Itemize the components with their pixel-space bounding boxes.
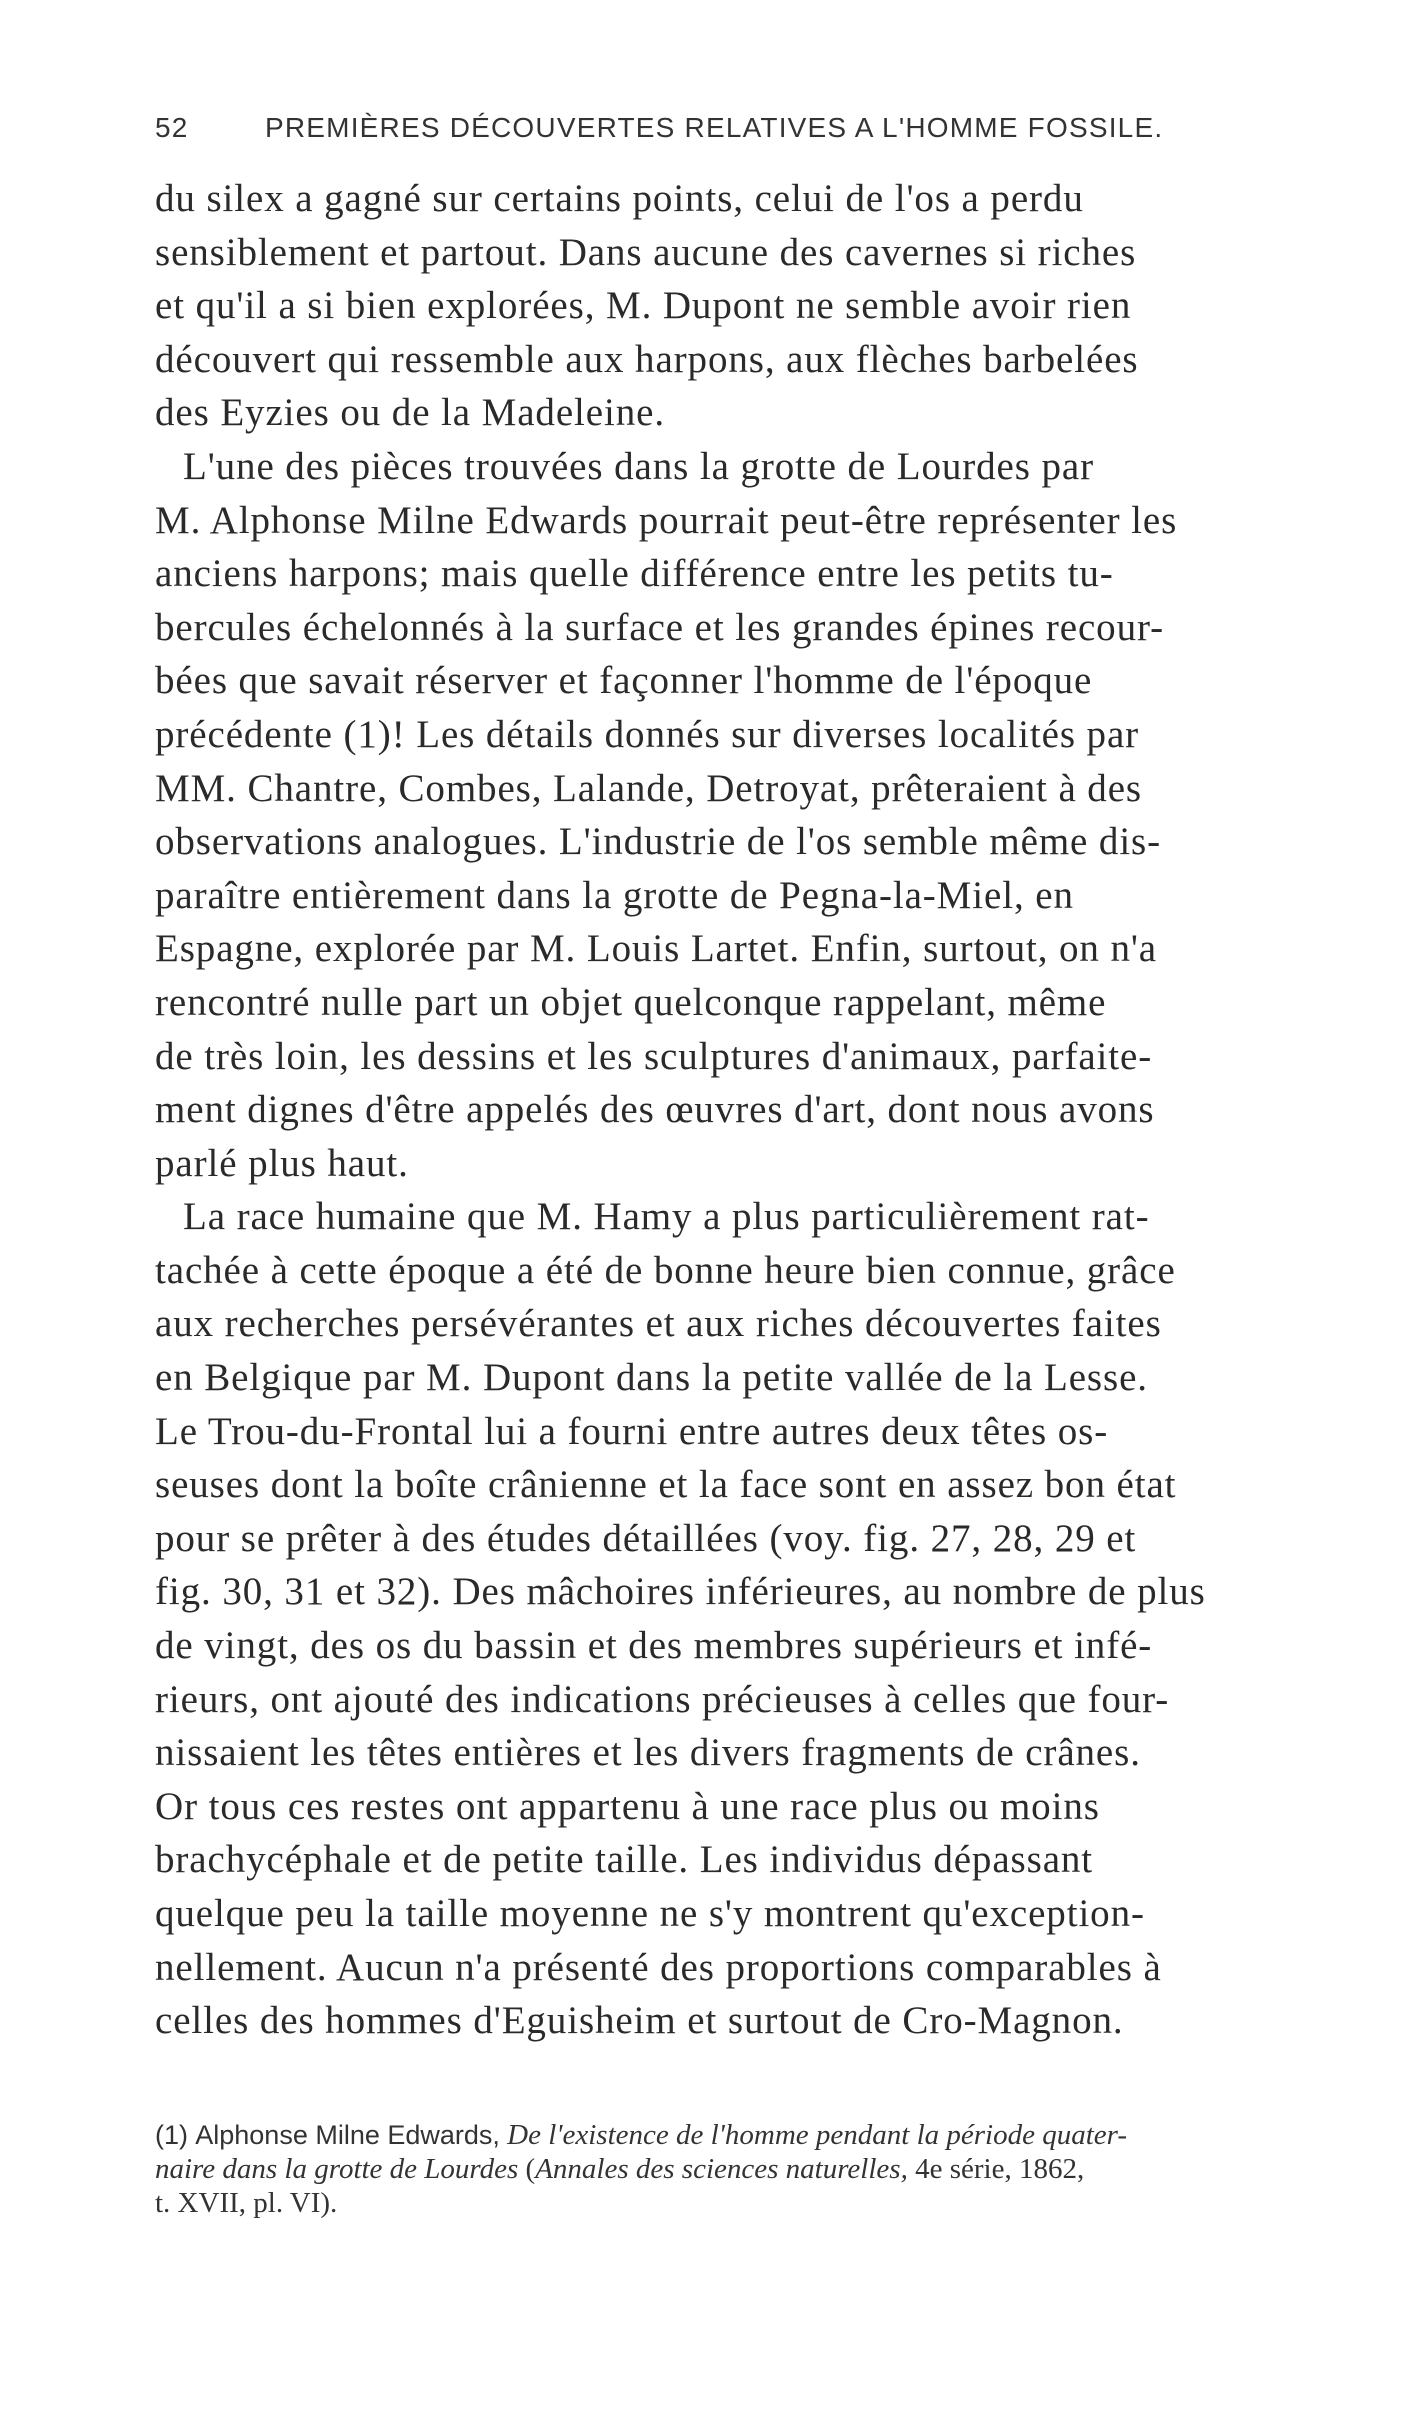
text-line: Espagne, explorée par M. Louis Lartet. Enfin, surtout, on n'a xyxy=(155,927,1158,971)
footnote xyxy=(155,2118,1355,2220)
footnote-journal: Annales des sciences naturelles, xyxy=(535,2153,908,2185)
text-line: seuses dont la boîte crânienne et la face sont en assez bon état xyxy=(155,1463,1177,1507)
footnote-line xyxy=(155,2152,1355,2186)
text-line: de très loin, les dessins et les sculptures d'animaux, parfaite- xyxy=(155,1034,1153,1078)
text-line: de vingt, des os du bassin et des membres supérieurs et infé- xyxy=(155,1624,1153,1668)
text-line: Or tous ces restes ont appartenu à une race plus ou moins xyxy=(155,1784,1100,1828)
text-line: bercules échelonnés à la surface et les grandes épines recour- xyxy=(155,605,1164,649)
text-line: et qu'il a si bien explorées, M. Dupont ne semble avoir rien xyxy=(155,284,1132,328)
footnote-title: De l'existence de l'homme pendant la période quater- xyxy=(507,2119,1128,2151)
footnote-series: 4e série, 1862, xyxy=(915,2153,1085,2185)
text-line: sensiblement et partout. Dans aucune des cavernes si riches xyxy=(155,230,1137,274)
text-line: Le Trou-du-Frontal lui a fourni entre autres deux têtes os- xyxy=(155,1409,1109,1453)
text-line: des Eyzies ou de la Madeleine. xyxy=(155,391,665,435)
text-line: aux recherches persévérantes et aux riches découvertes faites xyxy=(155,1302,1162,1346)
footnote-line xyxy=(155,2186,1355,2220)
body-text xyxy=(155,172,1355,2048)
paragraph-start-line: L'une des pièces trouvées dans la grotte de Lourdes par xyxy=(183,444,1094,488)
text-line: en Belgique par M. Dupont dans la petite vallée de la Lesse. xyxy=(155,1356,1148,1400)
footnote-author: Alphonse Milne Edwards, xyxy=(195,2120,500,2150)
text-line: pour se prêter à des études détaillées (voy. fig. 27, 28, 29 et xyxy=(155,1516,1137,1560)
text-line: bées que savait réserver et façonner l'homme de l'époque xyxy=(155,659,1093,703)
text-line: parlé plus haut. xyxy=(155,1141,409,1185)
footnote-marker: (1) xyxy=(155,2120,188,2150)
text-line: quelque peu la taille moyenne ne s'y montrent qu'exception- xyxy=(155,1892,1145,1935)
text-line: MM. Chantre, Combes, Lalande, Detroyat, prêteraient à des xyxy=(155,766,1142,810)
text-line: celles des hommes d'Eguisheim et surtout de Cro-Magnon. xyxy=(155,1999,1124,2043)
page-number: 52 xyxy=(155,112,189,143)
text-line: découvert qui ressemble aux harpons, aux flèches barbelées xyxy=(155,337,1139,381)
text-line: paraître entièrement dans la grotte de Pegna-la-Miel, en xyxy=(155,873,1074,917)
text-line: M. Alphonse Milne Edwards pourrait peut-être représenter les xyxy=(155,498,1178,542)
footnote-volume: t. XVII, pl. VI). xyxy=(155,2187,338,2219)
running-title: PREMIÈRES DÉCOUVERTES RELATIVES A L'HOMME FOSSILE. xyxy=(265,112,1164,143)
paragraph-start-line: La race humaine que M. Hamy a plus particulièrement rat- xyxy=(183,1195,1150,1239)
footnote-line xyxy=(155,2118,1355,2152)
footnote-title-cont: naire dans la grotte de Lourdes xyxy=(155,2153,519,2185)
text-line: observations analogues. L'industrie de l'os semble même dis- xyxy=(155,820,1162,864)
text-line: ment dignes d'être appelés des œuvres d'art, dont nous avons xyxy=(155,1088,1155,1132)
text-line: rencontré nulle part un objet quelconque rappelant, même xyxy=(155,980,1107,1024)
text-line: fig. 30, 31 et 32). Des mâchoires inférieures, au nombre de plus xyxy=(155,1570,1206,1614)
text-line: du silex a gagné sur certains points, celui de l'os a perdu xyxy=(155,177,1084,220)
text-line: précédente (1)! Les détails donnés sur diverses localités par xyxy=(155,712,1140,756)
text-line: nissaient les têtes entières et les divers fragments de crânes. xyxy=(155,1731,1141,1775)
text-line: anciens harpons; mais quelle différence entre les petits tu- xyxy=(155,552,1114,596)
footnote-paren: ( xyxy=(525,2153,536,2185)
text-line: tachée à cette époque a été de bonne heure bien connue, grâce xyxy=(155,1248,1176,1292)
text-line: rieurs, ont ajouté des indications précieuses à celles que four- xyxy=(155,1677,1170,1721)
text-line: brachycéphale et de petite taille. Les individus dépassant xyxy=(155,1838,1094,1882)
page-header xyxy=(155,112,1235,152)
text-line: nellement. Aucun n'a présenté des proportions comparables à xyxy=(155,1945,1162,1989)
